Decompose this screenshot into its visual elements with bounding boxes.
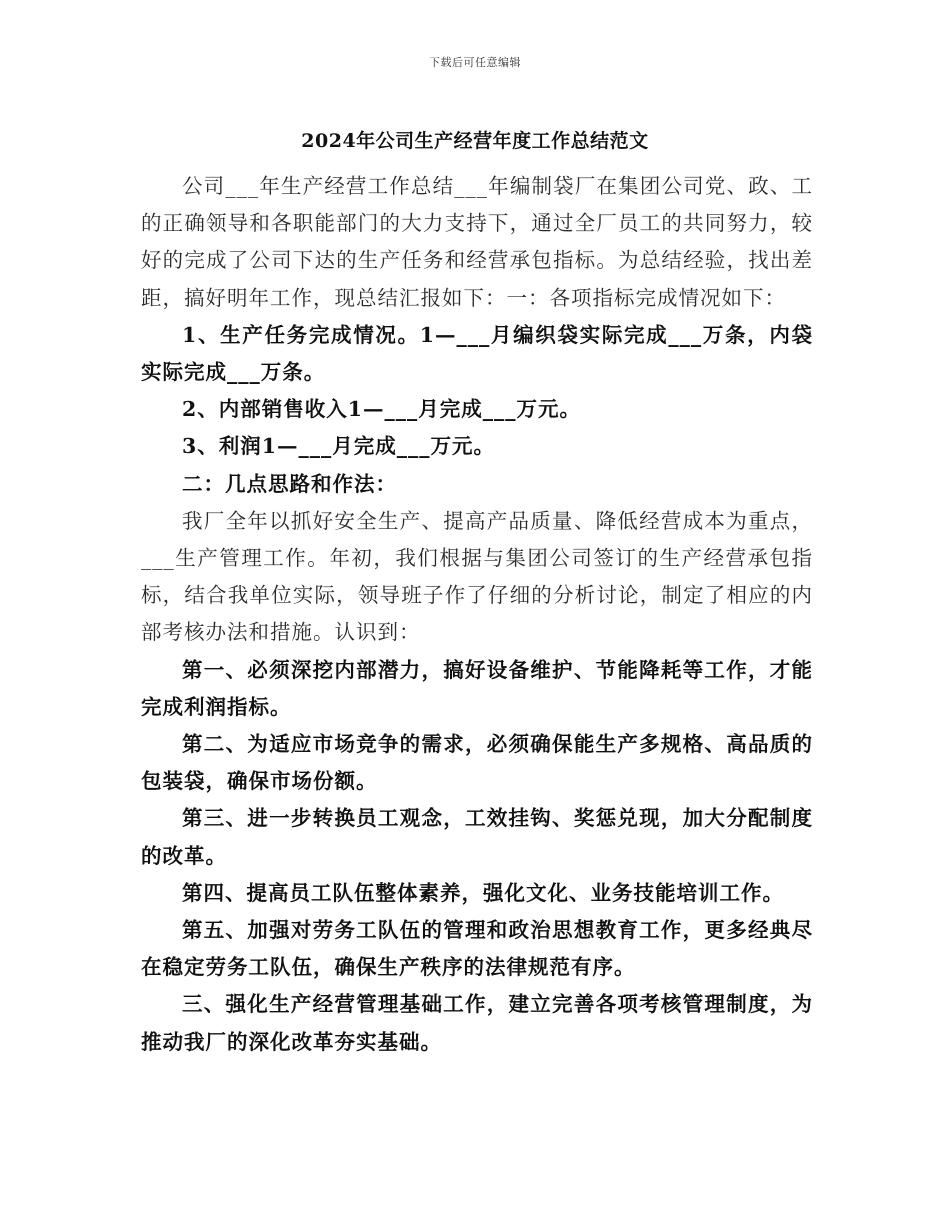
paragraph-point-4: 第四、提高员工队伍整体素养，强化文化、业务技能培训工作。 — [182, 880, 784, 905]
paragraph-intro: 公司___年生产经营工作总结___年编制袋厂在集团公司党、政、工的正确领导和各职能部门的大力支持下，通过全厂员工的共同努力，较好的完成了公司下达的生产任务和经营承包指标。为总结经验，找出差距，搞好明年工作，现总结汇报如下：一：各项指标完成情况如下： — [141, 174, 813, 310]
paragraph-approach: 我厂全年以抓好安全生产、提高产品质量、降低经营成本为重点，___生产管理工作。年初，我们根据与集团公司签订的生产经营承包指标，结合我单位实际，领导班子作了仔细的分析讨论，制定了相应的内部考核办法和措施。认识到： — [141, 508, 813, 645]
paragraph-point-5: 第五、加强对劳务工队伍的管理和政治思想教育工作，更多经典尽在稳定劳务工队伍，确保生产秩序的法律规范有序。 — [141, 918, 813, 980]
paragraph-item-2: 2、内部销售收入1—___月完成___万元。 — [182, 397, 582, 422]
paragraph-point-3: 第三、进一步转换员工观念，工效挂钩、奖惩兑现，加大分配制度的改革。 — [141, 806, 813, 868]
paragraph-point-1: 第一、必须深挖内部潜力，搞好设备维护、节能降耗等工作，才能完成利润指标。 — [141, 657, 813, 719]
paragraph-item-3: 3、利润1—___月完成___万元。 — [182, 434, 496, 459]
document-title: 2024年公司生产经营年度工作总结范文 — [301, 130, 649, 152]
paragraph-point-2: 第二、为适应市场竞争的需求，必须确保能生产多规格、高品质的包装袋，确保市场份额。 — [141, 732, 813, 794]
header-note: 下载后可任意编辑 — [429, 56, 521, 69]
section-heading-2: 二：几点思路和作法： — [182, 471, 397, 496]
section-heading-3: 三、强化生产经营管理基础工作，建立完善各项考核管理制度，为推动我厂的深化改革夯实基础。 — [141, 992, 813, 1054]
document-body — [141, 168, 813, 1061]
paragraph-item-1: 1、生产任务完成情况。1—___月编织袋实际完成___万条，内袋实际完成___万条。 — [141, 322, 813, 385]
